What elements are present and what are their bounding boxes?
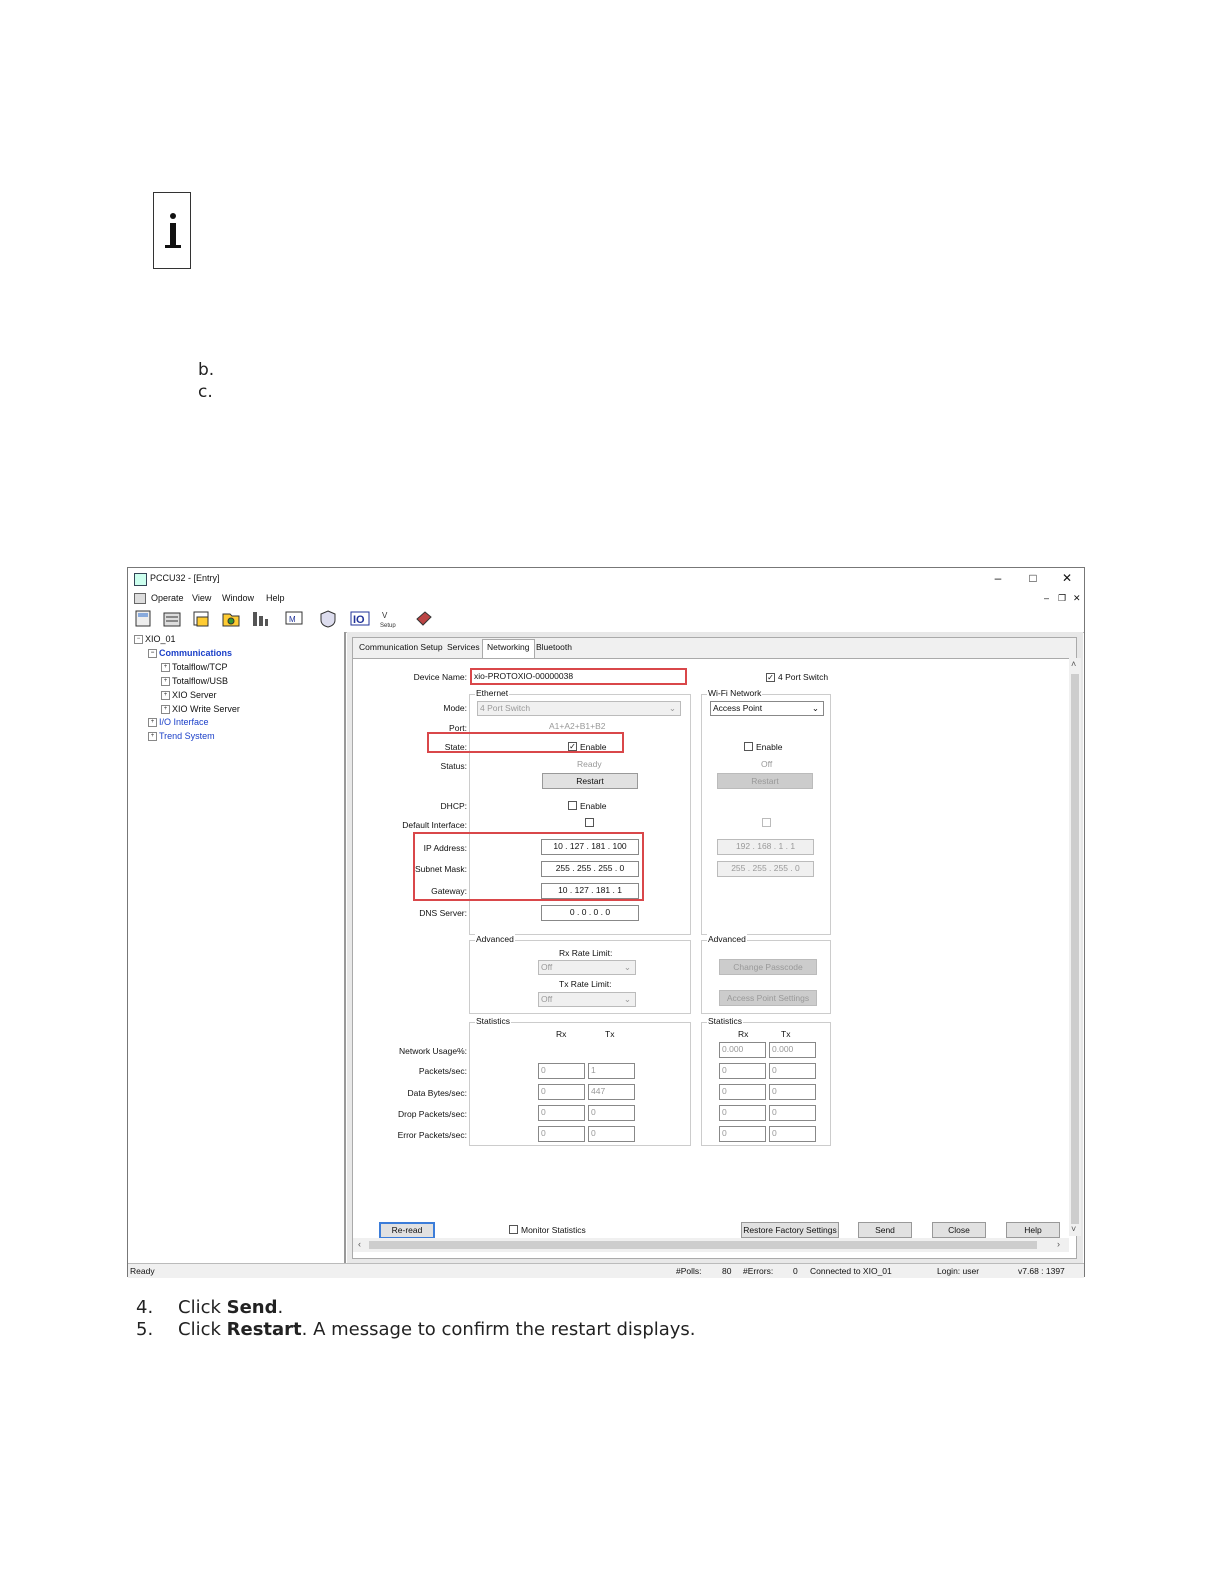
io-setup-icon[interactable]	[350, 609, 370, 628]
polls-label: #Polls:	[676, 1266, 702, 1276]
ethernet-restart-button[interactable]: Restart	[542, 773, 638, 789]
state-highlight	[427, 732, 624, 753]
ethernet-state-checkbox[interactable]: ✓	[569, 742, 576, 751]
wifi-error-rx: 0	[719, 1126, 766, 1142]
tree-node-communications[interactable]: − Communications	[148, 648, 232, 658]
help-book-icon[interactable]	[414, 609, 434, 628]
eth-bytes-tx: 447	[588, 1084, 635, 1100]
app-icon	[134, 573, 147, 586]
scroll-up-icon[interactable]: ˄	[1071, 659, 1077, 669]
mdi-close-icon[interactable]: ✕	[1073, 593, 1081, 603]
wifi-tx-header: Tx	[781, 1029, 791, 1039]
wifi-packets-rx: 0	[719, 1063, 766, 1079]
chevron-down-icon: ⌄	[811, 703, 819, 713]
pccu32-window	[127, 567, 1085, 1277]
eth-packets-rx: 0	[538, 1063, 585, 1079]
svg-text:V: V	[382, 611, 388, 620]
eth-rx-header: Rx	[556, 1029, 567, 1039]
step-5-post: . A message to confirm the restart displays.	[301, 1319, 696, 1340]
network-usage-label: Network Usage%:	[398, 1046, 467, 1056]
sub-item-b: b.	[198, 360, 215, 380]
entry-tool-icon[interactable]	[133, 609, 153, 628]
device-name-highlight	[470, 668, 687, 685]
step-5	[136, 1319, 696, 1340]
error-packets-sec-label: Error Packets/sec:	[397, 1130, 467, 1140]
ethernet-statistics-label: Statistics	[476, 1016, 511, 1026]
status-bar	[128, 1263, 1084, 1278]
tab-communication-setup[interactable]: Communication Setup	[359, 642, 443, 652]
scroll-left-icon[interactable]: ‹	[358, 1239, 361, 1249]
title-bar	[128, 568, 1084, 590]
wifi-restart-button[interactable]: Restart	[717, 773, 813, 789]
folder-icon[interactable]	[221, 609, 241, 628]
step-4-text: Click	[178, 1297, 227, 1318]
close-icon[interactable]: ✕	[1061, 571, 1073, 585]
navigation-tree	[128, 632, 346, 1263]
four-port-switch-checkbox[interactable]: ✓	[767, 673, 774, 682]
setup-icon[interactable]	[380, 609, 400, 628]
doc-menu-icon[interactable]	[134, 593, 146, 604]
wifi-mode-select[interactable]: Access Point ⌄	[710, 701, 824, 716]
default-interface-label: Default Interface:	[402, 820, 467, 830]
step-4	[136, 1297, 283, 1318]
state-label: State:	[444, 742, 467, 752]
ethernet-mode-select[interactable]: 4 Port Switch ⌄	[477, 701, 681, 716]
step-5-text: Click	[178, 1319, 227, 1340]
menu-view[interactable]: View	[192, 593, 212, 603]
eth-tx-header: Tx	[605, 1029, 615, 1039]
content-pane	[347, 632, 1083, 1263]
step-4-number: 4.	[136, 1297, 154, 1318]
ip-settings-highlight	[413, 832, 644, 901]
wifi-state-label: Enable	[756, 742, 783, 752]
wifi-bytes-tx: 0	[769, 1084, 816, 1100]
security-icon[interactable]	[318, 609, 338, 628]
dhcp-enable-label: Enable	[580, 801, 607, 811]
mdi-minimize-icon[interactable]: –	[1044, 593, 1050, 603]
tx-rate-limit-select[interactable]: Off ⌄	[538, 992, 636, 1007]
monitor-statistics-checkbox[interactable]	[509, 1225, 518, 1234]
login-status: Login: user	[937, 1266, 980, 1276]
tx-rate-limit-label: Tx Rate Limit:	[559, 979, 612, 989]
dhcp-checkbox[interactable]	[568, 801, 577, 810]
horizontal-scrollbar[interactable]	[353, 1238, 1069, 1252]
window-title: PCCU32 - [Entry]	[150, 573, 220, 583]
rx-rate-limit-label: Rx Rate Limit:	[559, 948, 613, 958]
ip-address-field[interactable]: 10 . 127 . 181 . 100	[541, 839, 639, 855]
restore-factory-settings-button[interactable]: Restore Factory Settings	[741, 1222, 839, 1238]
ethernet-advanced-label: Advanced	[476, 934, 514, 944]
chevron-down-icon: ⌄	[623, 994, 631, 1004]
wifi-usage-rx: 0.000	[719, 1042, 766, 1058]
status-ready: Ready	[130, 1266, 155, 1276]
port-label: Port:	[449, 723, 467, 733]
eth-packets-tx: 1	[588, 1063, 635, 1079]
data-bytes-sec-label: Data Bytes/sec:	[407, 1088, 467, 1098]
tab-services[interactable]: Services	[447, 642, 480, 652]
ethernet-group-label: Ethernet	[476, 688, 509, 698]
errors-label: #Errors:	[743, 1266, 774, 1276]
wifi-drop-tx: 0	[769, 1105, 816, 1121]
tree-node-xio-write-server[interactable]: + XIO Write Server	[161, 704, 240, 714]
tree-node-xio01[interactable]: − XIO_01	[134, 634, 176, 644]
dhcp-label: DHCP:	[440, 801, 467, 811]
eth-drop-tx: 0	[588, 1105, 635, 1121]
chevron-down-icon: ⌄	[668, 703, 676, 713]
change-passcode-button[interactable]: Change Passcode	[719, 959, 817, 975]
ethernet-status-value: Ready	[577, 759, 602, 769]
tree-node-io-interface[interactable]: + I/O Interface	[148, 717, 209, 727]
drop-packets-sec-label: Drop Packets/sec:	[398, 1109, 467, 1119]
info-icon	[153, 192, 191, 269]
scroll-down-icon[interactable]: ˅	[1071, 1224, 1077, 1234]
device-name-field[interactable]: xio-PROTOXIO-00000038	[472, 670, 685, 685]
wifi-error-tx: 0	[769, 1126, 816, 1142]
wifi-group	[701, 688, 831, 935]
scroll-right-icon[interactable]: ›	[1057, 1239, 1060, 1249]
dns-server-field[interactable]: 0 . 0 . 0 . 0	[541, 905, 639, 921]
tree-node-trend-system[interactable]: + Trend System	[148, 731, 215, 741]
eth-bytes-rx: 0	[538, 1084, 585, 1100]
wifi-state-checkbox[interactable]	[744, 742, 753, 751]
access-point-settings-button[interactable]: Access Point Settings	[719, 990, 817, 1006]
subnet-mask-field[interactable]: 255 . 255 . 255 . 0	[541, 861, 639, 877]
four-port-switch-label: 4 Port Switch	[778, 672, 829, 682]
wifi-drop-rx: 0	[719, 1105, 766, 1121]
wifi-statistics-label: Statistics	[708, 1016, 743, 1026]
eth-error-rx: 0	[538, 1126, 585, 1142]
step-5-bold: Restart	[226, 1319, 302, 1340]
wifi-subnet-field[interactable]: 255 . 255 . 255 . 0	[717, 861, 814, 877]
menu-operate[interactable]: Operate	[151, 593, 184, 603]
menu-window[interactable]: Window	[222, 593, 255, 603]
wifi-status-value: Off	[761, 759, 773, 769]
eth-error-tx: 0	[588, 1126, 635, 1142]
wifi-rx-header: Rx	[738, 1029, 749, 1039]
packets-sec-label: Packets/sec:	[418, 1066, 467, 1076]
device-name-label: Device Name:	[413, 672, 467, 682]
vertical-scrollbar[interactable]	[1069, 658, 1081, 1236]
send-button[interactable]: Send	[858, 1222, 912, 1238]
default-interface-checkbox[interactable]	[585, 818, 594, 827]
sub-item-c: c.	[198, 382, 213, 402]
errors-value: 0	[793, 1266, 798, 1276]
wifi-bytes-rx: 0	[719, 1084, 766, 1100]
gateway-label: Gateway:	[431, 886, 467, 896]
wifi-usage-tx: 0.000	[769, 1042, 816, 1058]
ip-address-label: IP Address:	[423, 843, 467, 853]
mode-label: Mode:	[443, 703, 467, 713]
tab-networking[interactable]: Networking	[482, 639, 535, 658]
gateway-field[interactable]: 10 . 127 . 181 . 1	[541, 883, 639, 899]
wifi-advanced-label: Advanced	[708, 934, 746, 944]
polls-value: 80	[722, 1266, 732, 1276]
svg-text:M: M	[289, 615, 296, 624]
menu-bar	[128, 590, 1084, 606]
networking-panel	[352, 637, 1077, 1259]
eth-drop-rx: 0	[538, 1105, 585, 1121]
monitor-icon[interactable]	[284, 609, 304, 628]
maximize-icon[interactable]: □	[1029, 571, 1037, 585]
wifi-group-label: Wi-Fi Network	[708, 688, 762, 698]
tab-bluetooth[interactable]: Bluetooth	[536, 642, 572, 652]
svg-text:Setup: Setup	[380, 623, 396, 628]
port-value: A1+A2+B1+B2	[549, 721, 606, 731]
collect-tool-icon[interactable]	[162, 609, 182, 628]
status-label: Status:	[440, 761, 467, 771]
dns-server-label: DNS Server:	[419, 908, 467, 918]
wifi-default-interface-checkbox[interactable]	[762, 818, 771, 827]
collect-data-icon[interactable]	[191, 609, 211, 628]
tree-node-xio-server[interactable]: + XIO Server	[161, 690, 217, 700]
wifi-ip-field[interactable]: 192 . 168 . 1 . 1	[717, 839, 814, 855]
toolbar	[128, 606, 1084, 633]
minimize-icon[interactable]: –	[994, 571, 1002, 585]
tree-node-totalflow-tcp[interactable]: + Totalflow/TCP	[161, 662, 228, 672]
close-button[interactable]: Close	[932, 1222, 986, 1238]
step-4-post: .	[277, 1297, 284, 1318]
subnet-mask-label: Subnet Mask:	[415, 864, 467, 874]
tree-node-totalflow-usb[interactable]: + Totalflow/USB	[161, 676, 228, 686]
menu-help[interactable]: Help	[266, 593, 285, 603]
monitor-statistics-label: Monitor Statistics	[521, 1225, 586, 1235]
chevron-down-icon: ⌄	[623, 962, 631, 972]
vertical-scroll-thumb[interactable]	[1071, 674, 1079, 1224]
reread-button[interactable]: Re-read	[379, 1222, 435, 1239]
step-4-bold: Send	[226, 1297, 278, 1318]
mdi-restore-icon[interactable]: ❐	[1058, 593, 1067, 603]
tools-icon[interactable]	[250, 609, 270, 628]
rx-rate-limit-select[interactable]: Off ⌄	[538, 960, 636, 975]
connection-status: Connected to XIO_01	[810, 1266, 892, 1276]
version-label: v7.68 : 1397	[1018, 1266, 1065, 1276]
horizontal-scroll-thumb[interactable]	[369, 1241, 1037, 1249]
wifi-packets-tx: 0	[769, 1063, 816, 1079]
step-5-number: 5.	[136, 1319, 154, 1340]
ethernet-state-label: Enable	[580, 742, 607, 752]
tab-strip	[353, 638, 1076, 659]
svg-text:IO: IO	[353, 614, 365, 626]
help-button[interactable]: Help	[1006, 1222, 1060, 1238]
